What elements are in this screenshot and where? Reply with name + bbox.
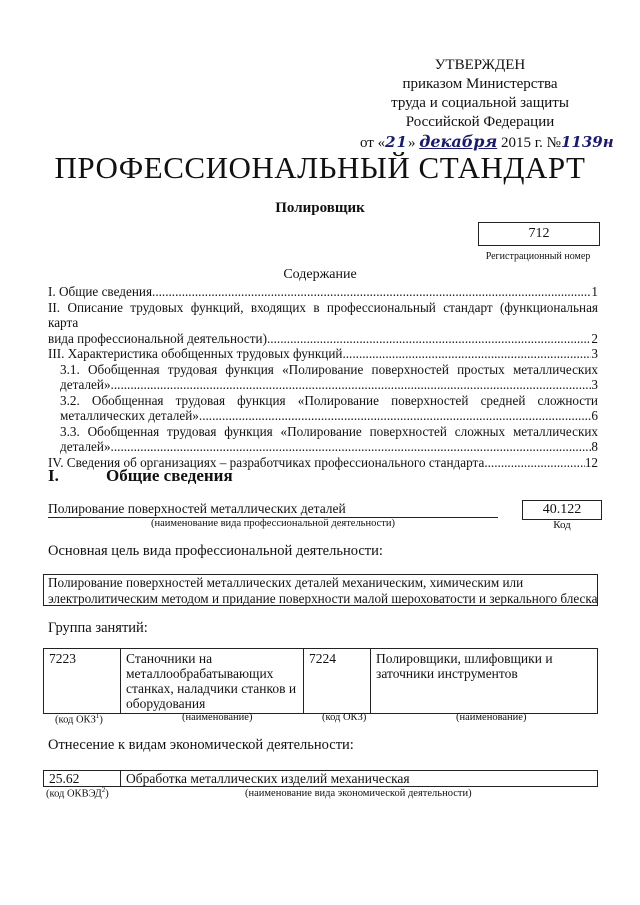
activity-code-label: Код (553, 519, 571, 531)
activity-name: Полирование поверхностей металлических деталей (48, 501, 346, 516)
toc-title: Содержание (283, 267, 357, 282)
activity-name-caption: (наименование вида профессиональной деятельности) (151, 518, 395, 529)
table-of-contents (48, 284, 598, 470)
toc-item-3-2[interactable]: металлических деталей» ..... 6 (48, 408, 598, 424)
section-heading (48, 466, 233, 486)
caption-okved-name: (наименование вида экономической деятельности) (245, 788, 472, 799)
toc-item-3-3[interactable]: деталей» ..... 8 (48, 439, 598, 455)
okved-code: 25.62 (44, 771, 121, 787)
econ-label: Отнесение к видам экономической деятельности: (48, 737, 354, 753)
toc-item-3-2-line1[interactable]: 3.2. Обобщенная трудовая функция «Полирование поверхностей средней сложности (60, 392, 598, 408)
section-title: Общие сведения (106, 466, 233, 485)
date-prefix: от « (360, 135, 386, 151)
approval-order: приказом Министерства (402, 76, 558, 92)
goal-box (43, 574, 598, 606)
okz-code-2: 7224 (304, 649, 371, 714)
table-row (44, 649, 598, 714)
toc-item-developers[interactable]: IV. Сведения об организациях – разработчиках профессионального стандарта ..... 12 (48, 455, 598, 471)
toc-item-3-3-line1[interactable]: 3.3. Обобщенная трудовая функция «Полирование поверхностей сложных металлических (60, 423, 598, 439)
registration-number-box: 712 (478, 222, 600, 246)
document-title: ПРОФЕССИОНАЛЬНЫЙ СТАНДАРТ (54, 150, 586, 185)
toc-item-characteristics[interactable]: III. Характеристика обобщенных трудовых функций ..... 3 (48, 346, 598, 362)
approval-ministry: труда и социальной защиты (391, 95, 569, 111)
toc-item-functions[interactable]: вида профессиональной деятельности) ..... 2 (48, 331, 598, 347)
caption-name-2: (наименование) (456, 712, 527, 723)
handwritten-day: 21 (385, 133, 408, 151)
goal-label: Основная цель вида профессиональной деятельности: (48, 543, 383, 559)
date-quote: » (407, 135, 416, 151)
econ-activity-table (43, 770, 598, 787)
registration-number-label: Регистрационный номер (485, 251, 591, 262)
caption-okved-code: (код ОКВЭД$^2$) (46, 786, 109, 800)
toc-item-3-1[interactable]: деталей» ..... 3 (48, 377, 598, 393)
approval-block (360, 56, 614, 153)
toc-item-general[interactable]: I. Общие сведения ..... 1 (48, 284, 598, 300)
okz-code-1: 7223 (44, 649, 121, 714)
handwritten-month: декабря (419, 132, 498, 151)
toc-item-3-1-line1[interactable]: 3.1. Обобщенная трудовая функция «Полирование поверхностей простых металлических (60, 361, 598, 377)
goal-text-line1: Полирование поверхностей металлических деталей механическим, химическим или (48, 575, 524, 590)
approval-heading: УТВЕРЖДЕН (434, 57, 526, 73)
okz-name-2: Полировщики, шлифовщики и заточники инструментов (371, 649, 598, 714)
okz-name-1: Станочники на металлообрабатывающих станках, наладчики станков и оборудования (121, 649, 304, 714)
activity-name-field (48, 500, 498, 518)
section-number: I. (48, 466, 59, 485)
approval-country: Российской Федерации (405, 114, 555, 130)
handwritten-order-number: 1139н (561, 133, 614, 151)
profession-name: Полировщик (275, 200, 365, 216)
date-year: 2015 г. № (500, 135, 561, 151)
caption-name-1: (наименование) (182, 712, 253, 723)
toc-item-functions-line1[interactable]: II. Описание трудовых функций, входящих в профессиональный стандарт (функциональная карта (48, 299, 598, 330)
group-label: Группа занятий: (48, 620, 148, 636)
caption-okz-code-2: (код ОКЗ) (322, 712, 367, 723)
table-row (44, 771, 598, 787)
okved-name: Обработка металлических изделий механическая (121, 771, 598, 787)
activity-code-box: 40.122 (522, 500, 602, 520)
goal-text-line2: электролитическим методом и придание поверхности малой шероховатости и зеркального блеска (48, 590, 598, 606)
caption-okz-code-1: (код ОКЗ$^1$) (55, 712, 103, 726)
occupation-group-table (43, 648, 598, 714)
